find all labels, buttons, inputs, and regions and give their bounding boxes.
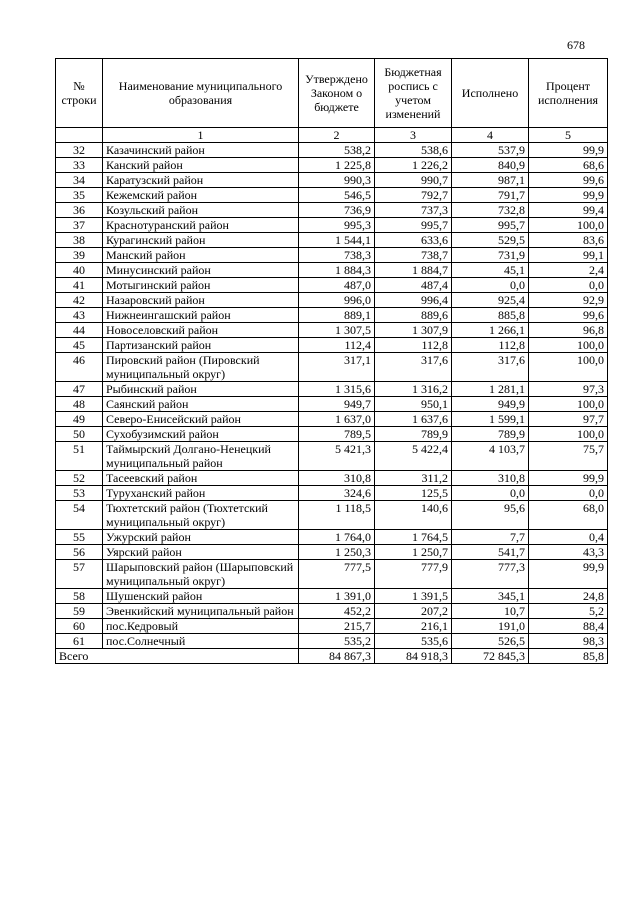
approved-cell: 546,5 (299, 188, 375, 203)
column-index-row (56, 128, 608, 143)
table-row (56, 278, 608, 293)
budget-cell: 112,8 (375, 338, 452, 353)
approved-cell: 5 421,3 (299, 442, 375, 471)
executed-cell: 949,9 (452, 397, 529, 412)
row-number-cell: 55 (56, 530, 103, 545)
index-cell: 3 (375, 128, 452, 143)
municipality-cell: Северо-Енисейский район (103, 412, 299, 427)
municipality-cell: Сухобузимский район (103, 427, 299, 442)
municipality-cell: Назаровский район (103, 293, 299, 308)
budget-cell: 125,5 (375, 486, 452, 501)
total-label: Всего (56, 649, 299, 664)
municipality-cell: пос.Кедровый (103, 619, 299, 634)
row-number-cell: 57 (56, 560, 103, 589)
executed-cell: 0,0 (452, 278, 529, 293)
row-number-cell: 45 (56, 338, 103, 353)
table-row (56, 397, 608, 412)
row-number-cell: 42 (56, 293, 103, 308)
row-number-cell: 60 (56, 619, 103, 634)
header-municipality: Наименование муниципального образования (103, 59, 299, 128)
budget-cell: 1 226,2 (375, 158, 452, 173)
header-row (56, 59, 608, 128)
approved-cell: 736,9 (299, 203, 375, 218)
percent-cell: 99,9 (529, 560, 608, 589)
table-row (56, 560, 608, 589)
table-row (56, 203, 608, 218)
municipality-cell: Уярский район (103, 545, 299, 560)
row-number-cell: 41 (56, 278, 103, 293)
row-number-cell: 36 (56, 203, 103, 218)
table-row (56, 218, 608, 233)
percent-cell: 24,8 (529, 589, 608, 604)
index-cell: 4 (452, 128, 529, 143)
row-number-cell: 48 (56, 397, 103, 412)
index-cell: 2 (299, 128, 375, 143)
executed-cell: 777,3 (452, 560, 529, 589)
executed-cell: 95,6 (452, 501, 529, 530)
budget-cell: 5 422,4 (375, 442, 452, 471)
approved-cell: 535,2 (299, 634, 375, 649)
table-row (56, 589, 608, 604)
percent-cell: 83,6 (529, 233, 608, 248)
total-row (56, 649, 608, 664)
percent-cell: 96,8 (529, 323, 608, 338)
approved-cell: 1 315,6 (299, 382, 375, 397)
header-percent: Процент исполнения (529, 59, 608, 128)
municipality-cell: Манский район (103, 248, 299, 263)
approved-cell: 889,1 (299, 308, 375, 323)
budget-cell: 140,6 (375, 501, 452, 530)
approved-cell: 995,3 (299, 218, 375, 233)
table-row (56, 412, 608, 427)
municipality-cell: Мотыгинский район (103, 278, 299, 293)
percent-cell: 100,0 (529, 218, 608, 233)
row-number-cell: 56 (56, 545, 103, 560)
header-budget-schedule: Бюджетная роспись с учетом изменений (375, 59, 452, 128)
executed-cell: 45,1 (452, 263, 529, 278)
approved-cell: 452,2 (299, 604, 375, 619)
municipality-cell: Рыбинский район (103, 382, 299, 397)
table-row (56, 382, 608, 397)
table-row (56, 173, 608, 188)
row-number-cell: 46 (56, 353, 103, 382)
row-number-cell: 50 (56, 427, 103, 442)
row-number-cell: 32 (56, 143, 103, 158)
header-row-number: № строки (56, 59, 103, 128)
budget-cell: 633,6 (375, 233, 452, 248)
budget-cell: 990,7 (375, 173, 452, 188)
approved-cell: 112,4 (299, 338, 375, 353)
budget-cell: 789,9 (375, 427, 452, 442)
executed-cell: 1 281,1 (452, 382, 529, 397)
percent-cell: 99,9 (529, 143, 608, 158)
budget-cell: 996,4 (375, 293, 452, 308)
executed-cell: 10,7 (452, 604, 529, 619)
approved-cell: 789,5 (299, 427, 375, 442)
total-budget: 84 918,3 (375, 649, 452, 664)
executed-cell: 789,9 (452, 427, 529, 442)
row-number-cell: 43 (56, 308, 103, 323)
total-approved: 84 867,3 (299, 649, 375, 664)
index-cell: 1 (103, 128, 299, 143)
budget-execution-table (55, 58, 608, 664)
percent-cell: 75,7 (529, 442, 608, 471)
municipality-cell: пос.Солнечный (103, 634, 299, 649)
approved-cell: 487,0 (299, 278, 375, 293)
municipality-cell: Минусинский район (103, 263, 299, 278)
row-number-cell: 61 (56, 634, 103, 649)
budget-cell: 1 316,2 (375, 382, 452, 397)
executed-cell: 541,7 (452, 545, 529, 560)
percent-cell: 99,6 (529, 173, 608, 188)
approved-cell: 996,0 (299, 293, 375, 308)
executed-cell: 885,8 (452, 308, 529, 323)
approved-cell: 1 637,0 (299, 412, 375, 427)
percent-cell: 0,0 (529, 486, 608, 501)
municipality-cell: Эвенкийский муниципальный район (103, 604, 299, 619)
executed-cell: 995,7 (452, 218, 529, 233)
approved-cell: 215,7 (299, 619, 375, 634)
budget-cell: 777,9 (375, 560, 452, 589)
row-number-cell: 44 (56, 323, 103, 338)
budget-cell: 1 307,9 (375, 323, 452, 338)
index-cell: 5 (529, 128, 608, 143)
municipality-cell: Новоселовский район (103, 323, 299, 338)
executed-cell: 791,7 (452, 188, 529, 203)
percent-cell: 68,6 (529, 158, 608, 173)
executed-cell: 7,7 (452, 530, 529, 545)
row-number-cell: 40 (56, 263, 103, 278)
budget-cell: 1 250,7 (375, 545, 452, 560)
table-row (56, 442, 608, 471)
approved-cell: 1 225,8 (299, 158, 375, 173)
executed-cell: 840,9 (452, 158, 529, 173)
municipality-cell: Пировский район (Пировский муниципальный округ) (103, 353, 299, 382)
executed-cell: 345,1 (452, 589, 529, 604)
table-row (56, 233, 608, 248)
approved-cell: 777,5 (299, 560, 375, 589)
budget-cell: 950,1 (375, 397, 452, 412)
executed-cell: 1 266,1 (452, 323, 529, 338)
municipality-cell: Нижнеингашский район (103, 308, 299, 323)
budget-cell: 311,2 (375, 471, 452, 486)
approved-cell: 1 884,3 (299, 263, 375, 278)
table-row (56, 188, 608, 203)
row-number-cell: 53 (56, 486, 103, 501)
row-number-cell: 35 (56, 188, 103, 203)
municipality-cell: Тюхтетский район (Тюхтетский муниципальный округ) (103, 501, 299, 530)
municipality-cell: Козульский район (103, 203, 299, 218)
executed-cell: 1 599,1 (452, 412, 529, 427)
table-row (56, 604, 608, 619)
header-executed: Исполнено (452, 59, 529, 128)
table-row (56, 143, 608, 158)
budget-cell: 1 391,5 (375, 589, 452, 604)
approved-cell: 1 118,5 (299, 501, 375, 530)
percent-cell: 88,4 (529, 619, 608, 634)
approved-cell: 738,3 (299, 248, 375, 263)
executed-cell: 731,9 (452, 248, 529, 263)
municipality-cell: Саянский район (103, 397, 299, 412)
budget-cell: 535,6 (375, 634, 452, 649)
executed-cell: 529,5 (452, 233, 529, 248)
municipality-cell: Шушенский район (103, 589, 299, 604)
budget-cell: 487,4 (375, 278, 452, 293)
municipality-cell: Тасеевский район (103, 471, 299, 486)
municipality-cell: Канский район (103, 158, 299, 173)
table-row (56, 471, 608, 486)
row-number-cell: 47 (56, 382, 103, 397)
approved-cell: 1 544,1 (299, 233, 375, 248)
executed-cell: 987,1 (452, 173, 529, 188)
budget-cell: 1 884,7 (375, 263, 452, 278)
percent-cell: 99,4 (529, 203, 608, 218)
municipality-cell: Туруханский район (103, 486, 299, 501)
percent-cell: 68,0 (529, 501, 608, 530)
total-percent: 85,8 (529, 649, 608, 664)
municipality-cell: Казачинский район (103, 143, 299, 158)
executed-cell: 191,0 (452, 619, 529, 634)
total-executed: 72 845,3 (452, 649, 529, 664)
table-row (56, 323, 608, 338)
budget-cell: 737,3 (375, 203, 452, 218)
percent-cell: 99,9 (529, 471, 608, 486)
row-number-cell: 58 (56, 589, 103, 604)
budget-cell: 738,7 (375, 248, 452, 263)
table-row (56, 338, 608, 353)
table-row (56, 634, 608, 649)
budget-cell: 317,6 (375, 353, 452, 382)
table-row (56, 158, 608, 173)
approved-cell: 1 764,0 (299, 530, 375, 545)
municipality-cell: Курагинский район (103, 233, 299, 248)
table-row (56, 293, 608, 308)
municipality-cell: Партизанский район (103, 338, 299, 353)
budget-cell: 207,2 (375, 604, 452, 619)
table-row (56, 427, 608, 442)
executed-cell: 0,0 (452, 486, 529, 501)
percent-cell: 100,0 (529, 397, 608, 412)
table-row (56, 545, 608, 560)
table-row (56, 619, 608, 634)
row-number-cell: 39 (56, 248, 103, 263)
executed-cell: 310,8 (452, 471, 529, 486)
row-number-cell: 51 (56, 442, 103, 471)
percent-cell: 0,0 (529, 278, 608, 293)
header-approved: Утверждено Законом о бюджете (299, 59, 375, 128)
table-row (56, 501, 608, 530)
municipality-cell: Кежемский район (103, 188, 299, 203)
row-number-cell: 49 (56, 412, 103, 427)
executed-cell: 4 103,7 (452, 442, 529, 471)
executed-cell: 112,8 (452, 338, 529, 353)
percent-cell: 99,9 (529, 188, 608, 203)
row-number-cell: 52 (56, 471, 103, 486)
municipality-cell: Таймырский Долгано-Ненецкий муниципальный район (103, 442, 299, 471)
approved-cell: 1 391,0 (299, 589, 375, 604)
percent-cell: 100,0 (529, 338, 608, 353)
municipality-cell: Каратузский район (103, 173, 299, 188)
percent-cell: 99,6 (529, 308, 608, 323)
percent-cell: 100,0 (529, 353, 608, 382)
budget-cell: 538,6 (375, 143, 452, 158)
budget-cell: 1 637,6 (375, 412, 452, 427)
row-number-cell: 33 (56, 158, 103, 173)
budget-cell: 889,6 (375, 308, 452, 323)
row-number-cell: 54 (56, 501, 103, 530)
page-number: 678 (567, 38, 585, 52)
approved-cell: 538,2 (299, 143, 375, 158)
municipality-cell: Ужурский район (103, 530, 299, 545)
table-row (56, 308, 608, 323)
percent-cell: 5,2 (529, 604, 608, 619)
approved-cell: 990,3 (299, 173, 375, 188)
executed-cell: 732,8 (452, 203, 529, 218)
table-row (56, 248, 608, 263)
approved-cell: 310,8 (299, 471, 375, 486)
budget-cell: 995,7 (375, 218, 452, 233)
budget-cell: 1 764,5 (375, 530, 452, 545)
index-cell-empty (56, 128, 103, 143)
executed-cell: 317,6 (452, 353, 529, 382)
approved-cell: 324,6 (299, 486, 375, 501)
row-number-cell: 34 (56, 173, 103, 188)
approved-cell: 317,1 (299, 353, 375, 382)
table-row (56, 486, 608, 501)
row-number-cell: 37 (56, 218, 103, 233)
row-number-cell: 38 (56, 233, 103, 248)
executed-cell: 925,4 (452, 293, 529, 308)
approved-cell: 1 250,3 (299, 545, 375, 560)
percent-cell: 100,0 (529, 427, 608, 442)
approved-cell: 1 307,5 (299, 323, 375, 338)
municipality-cell: Шарыповский район (Шарыповский муниципальный округ) (103, 560, 299, 589)
percent-cell: 0,4 (529, 530, 608, 545)
row-number-cell: 59 (56, 604, 103, 619)
budget-cell: 216,1 (375, 619, 452, 634)
percent-cell: 2,4 (529, 263, 608, 278)
percent-cell: 43,3 (529, 545, 608, 560)
percent-cell: 99,1 (529, 248, 608, 263)
percent-cell: 97,3 (529, 382, 608, 397)
percent-cell: 92,9 (529, 293, 608, 308)
table-row (56, 263, 608, 278)
approved-cell: 949,7 (299, 397, 375, 412)
table-row (56, 530, 608, 545)
executed-cell: 526,5 (452, 634, 529, 649)
table-row (56, 353, 608, 382)
percent-cell: 98,3 (529, 634, 608, 649)
budget-cell: 792,7 (375, 188, 452, 203)
municipality-cell: Краснотуранский район (103, 218, 299, 233)
table-body (56, 143, 608, 649)
executed-cell: 537,9 (452, 143, 529, 158)
percent-cell: 97,7 (529, 412, 608, 427)
